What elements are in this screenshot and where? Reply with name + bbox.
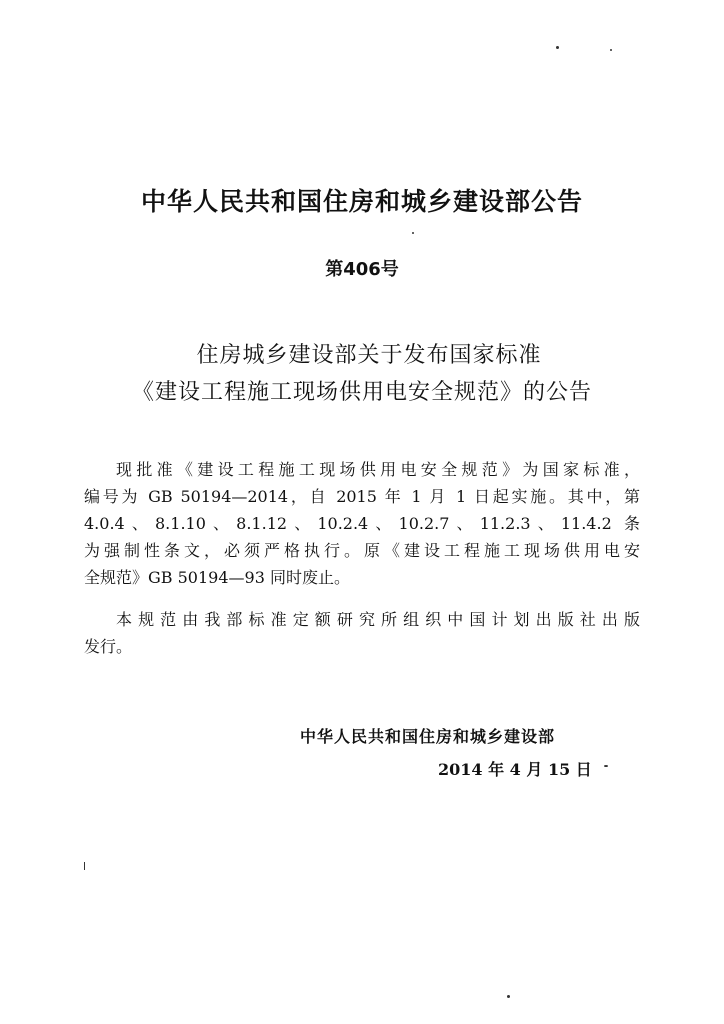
scan-speck	[507, 995, 510, 998]
subtitle-line-2: 《建设工程施工现场供用电安全规范》的公告	[131, 380, 592, 405]
scan-speck	[84, 862, 85, 870]
document-title: 中华人民共和国住房和城乡建设部公告	[140, 187, 583, 216]
body-line: 为强制性条文，必须严格执行。原《建设工程施工现场供用电安	[84, 541, 640, 560]
body-line: 现批准《建设工程施工现场供用电安全规范》为国家标准，	[116, 460, 640, 479]
scan-speck	[610, 49, 612, 51]
signature-organization: 中华人民共和国住房和城乡建设部	[300, 727, 556, 746]
body-line: 发行。	[84, 637, 133, 656]
body-line: 4.0.4、8.1.10、8.1.12、10.2.4、10.2.7、11.2.3、11.4.2 条	[84, 514, 640, 533]
body-line: 本规范由我部标准定额研究所组织中国计划出版社出版	[116, 610, 640, 629]
announcement-number: 第406号	[325, 259, 399, 280]
scan-speck	[556, 46, 559, 49]
subtitle-line-1: 住房城乡建设部关于发布国家标准	[196, 343, 542, 368]
body-line: 编号为 GB 50194—2014，自 2015 年 1 月 1 日起实施。其中，第	[84, 487, 640, 506]
body-paragraph-2	[84, 606, 640, 660]
scan-speck	[604, 765, 608, 767]
body-paragraph-1	[84, 456, 640, 591]
body-line: 全规范》GB 50194—93 同时废止。	[84, 568, 350, 587]
signature-date: 2014 年 4 月 15 日	[438, 760, 592, 779]
scan-speck	[412, 232, 414, 234]
